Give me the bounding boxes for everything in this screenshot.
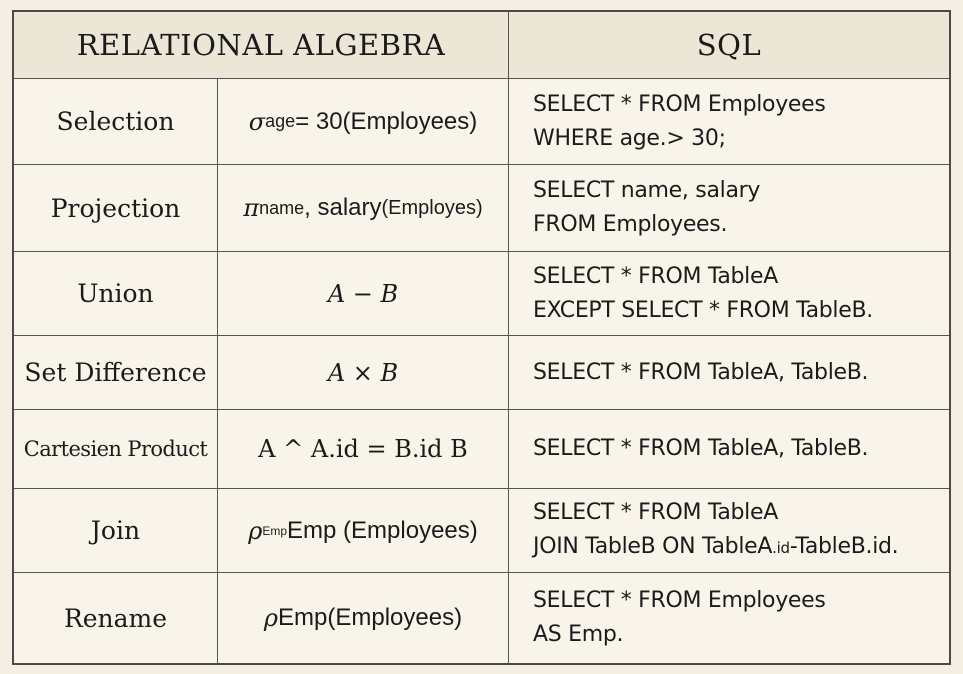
sql-text-small: .id	[772, 539, 790, 557]
sql-join	[509, 489, 949, 573]
sql-cartesian-product	[509, 410, 949, 489]
expression-union	[218, 252, 509, 336]
expression-text: A × B	[327, 358, 399, 387]
expression-selection	[218, 79, 509, 165]
operation-union: Union	[14, 252, 218, 336]
sql-text: -TableB.id.	[789, 534, 899, 559]
header-sql: SQL	[509, 12, 949, 79]
sql-union	[509, 252, 949, 336]
sql-line: WHERE age.> 30;	[533, 125, 726, 151]
operation-join: Join	[14, 489, 218, 573]
sigma-symbol: σ	[248, 107, 266, 136]
expression-subscript: Emp	[262, 523, 288, 538]
sql-line-join	[533, 530, 898, 565]
sql-text: JOIN TableB ON TableA	[533, 534, 773, 559]
expression-rest: (Employes)	[381, 196, 483, 219]
expression-text: A − B	[327, 279, 399, 308]
header-relational-algebra: RELATIONAL ALGEBRA	[14, 12, 509, 79]
sql-line: SELECT * FROM TableA, TableB.	[533, 359, 869, 385]
operation-rename: Rename	[14, 573, 218, 663]
sql-line: SELECT * FROM Employees	[533, 91, 826, 117]
operation-cartesian-product: Cartesien Product	[14, 410, 218, 489]
sql-line: SELECT name, salary	[533, 178, 761, 203]
operation-selection: Selection	[14, 79, 218, 165]
sql-set-difference	[509, 336, 949, 410]
expression-rest: Emp (Employees)	[287, 516, 478, 544]
expression-set-difference	[218, 336, 509, 410]
expression-join	[218, 489, 509, 573]
expression-rest: = 30(Employees)	[295, 107, 478, 135]
expression-subscript: name	[259, 197, 305, 218]
sql-line: EXCEPT SELECT * FROM TableB.	[533, 297, 873, 323]
expression-cartesian-product	[218, 410, 509, 489]
sql-rename	[509, 573, 949, 663]
pi-symbol: π	[243, 194, 260, 222]
sql-projection	[509, 165, 949, 252]
algebra-sql-table	[12, 10, 951, 665]
operation-set-difference: Set Difference	[14, 336, 218, 410]
operation-projection: Projection	[14, 165, 218, 252]
expression-projection	[218, 165, 509, 252]
expression-mid: , salary	[304, 194, 382, 221]
sql-line: SELECT * FROM TableA, TableB.	[533, 436, 869, 461]
sql-line: SELECT * FROM TableA	[533, 263, 778, 289]
rho-symbol: ρ	[263, 604, 279, 632]
expression-rest: Emp(Employees)	[278, 604, 463, 631]
expression-rename	[218, 573, 509, 663]
sql-line: FROM Employees.	[533, 212, 728, 237]
rho-symbol: ρ	[248, 516, 263, 545]
sql-selection	[509, 79, 949, 165]
expression-text: A ^ A.id = B.id B	[258, 435, 468, 463]
sql-line: SELECT * FROM Employees	[533, 588, 826, 613]
sql-line: AS Emp.	[533, 622, 624, 647]
expression-subscript: age	[265, 111, 296, 131]
sql-line: SELECT * FROM TableA	[533, 500, 778, 525]
